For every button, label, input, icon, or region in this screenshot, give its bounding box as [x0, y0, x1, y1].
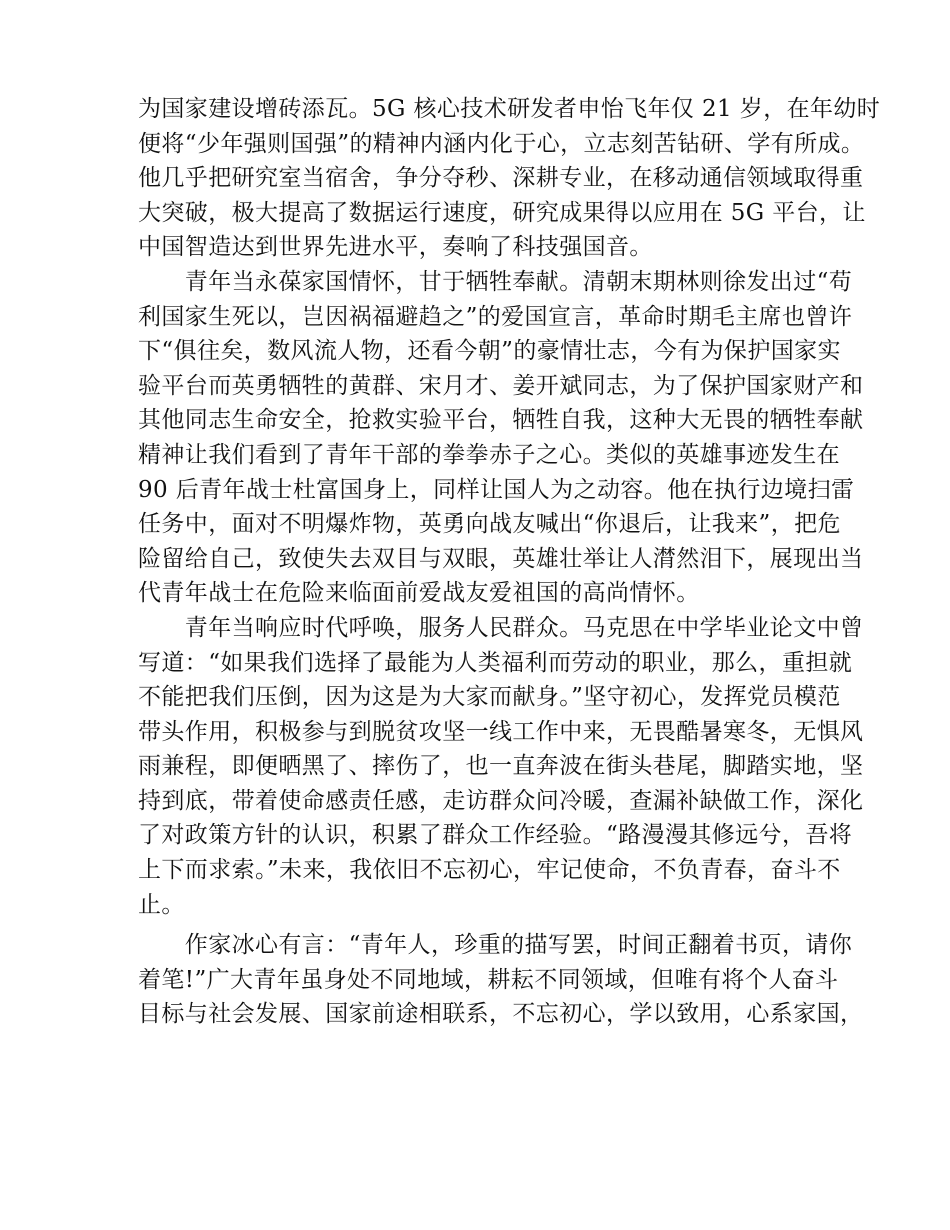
- text-line: 利国家生死以，岂因祸福避趋之”的爱国宣言，革命时期毛主席也曾许: [138, 303, 853, 330]
- document-body: [138, 92, 881, 1032]
- text-line: 持到底，带着使命感责任感，走访群众问冷暖，查漏补缺做工作，深化: [138, 787, 864, 814]
- paragraph-conclusion: [138, 928, 864, 1032]
- text-line: 便将“少年强则国强”的精神内涵内化于心，立志刻苦钻研、学有所成。: [138, 130, 865, 157]
- paragraph-serve-people: [138, 611, 864, 922]
- text-line: 代青年战士在危险来临面前爱战友爱祖国的高尚情怀。: [138, 580, 700, 607]
- text-line: 精神让我们看到了青年干部的拳拳赤子之心。类似的英雄事迹发生在: [138, 441, 840, 468]
- text-line: 90 后青年战士杜富国身上，同样让国人为之动容。他在执行边境扫雷: [138, 476, 855, 503]
- text-line: 下“俱往矣，数风流人物，还看今朝”的豪情壮志，今有为保护国家实: [138, 338, 841, 365]
- text-line: 任务中，面对不明爆炸物，英勇向战友喊出“你退后，让我来”，把危: [138, 511, 841, 538]
- text-line: 上下而求索。”未来，我依旧不忘初心，牢记使命，不负青春，奋斗不: [138, 857, 841, 884]
- text-line: 作家冰心有言：“青年人，珍重的描写罢，时间正翻着书页，请你: [138, 932, 853, 959]
- text-line: 带头作用，积极参与到脱贫攻坚一线工作中来，无畏酷暑寒冬，无惧风: [138, 718, 864, 745]
- text-line: 写道：“如果我们选择了最能为人类福利而劳动的职业，那么，重担就: [138, 649, 853, 676]
- text-line: 目标与社会发展、国家前途相联系，不忘初心，学以致用，心系家国，: [138, 1001, 864, 1028]
- text-line: 验平台而英勇牺牲的黄群、宋月才、姜开斌同志，为了保护国家财产和: [138, 372, 864, 399]
- text-line: 其他同志生命安全，抢救实验平台，牺牲自我，这种大无畏的牺牲奉献: [138, 407, 864, 434]
- text-line: 不能把我们压倒，因为这是为大家而献身。”坚守初心，发挥党员模范: [138, 684, 841, 711]
- text-line: 着笔!”广大青年虽身处不同地域，耕耘不同领域，但唯有将个人奋斗: [138, 966, 839, 993]
- text-line: 青年当永葆家国情怀，甘于牺牲奉献。清朝末期林则徐发出过“苟: [138, 268, 853, 295]
- text-line: 大突破，极大提高了数据运行速度，研究成果得以应用在 5G 平台，让: [138, 199, 866, 226]
- text-line: 雨兼程，即便晒黑了、摔伤了，也一直奔波在街头巷尾，脚踏实地，坚: [138, 753, 864, 780]
- text-line: 他几乎把研究室当宿舍，争分夺秒、深耕专业，在移动通信领域取得重: [138, 165, 864, 192]
- text-line: 为国家建设增砖添瓦。5G 核心技术研发者申怡飞年仅 21 岁，在年幼时: [138, 96, 881, 122]
- text-line: 了对政策方针的认识，积累了群众工作经验。“路漫漫其修远兮，吾将: [138, 822, 853, 849]
- text-line: 止。: [138, 891, 185, 918]
- text-line: 中国智造达到世界先进水平，奏响了科技强国音。: [138, 234, 653, 261]
- paragraph-tech-innovation: [138, 92, 881, 265]
- text-line: 险留给自己，致使失去双目与双眼，英雄壮举让人潸然泪下，展现出当: [138, 545, 864, 572]
- text-line: 青年当响应时代呼唤，服务人民群众。马克思在中学毕业论文中曾: [138, 614, 864, 641]
- paragraph-patriotism: [138, 265, 864, 611]
